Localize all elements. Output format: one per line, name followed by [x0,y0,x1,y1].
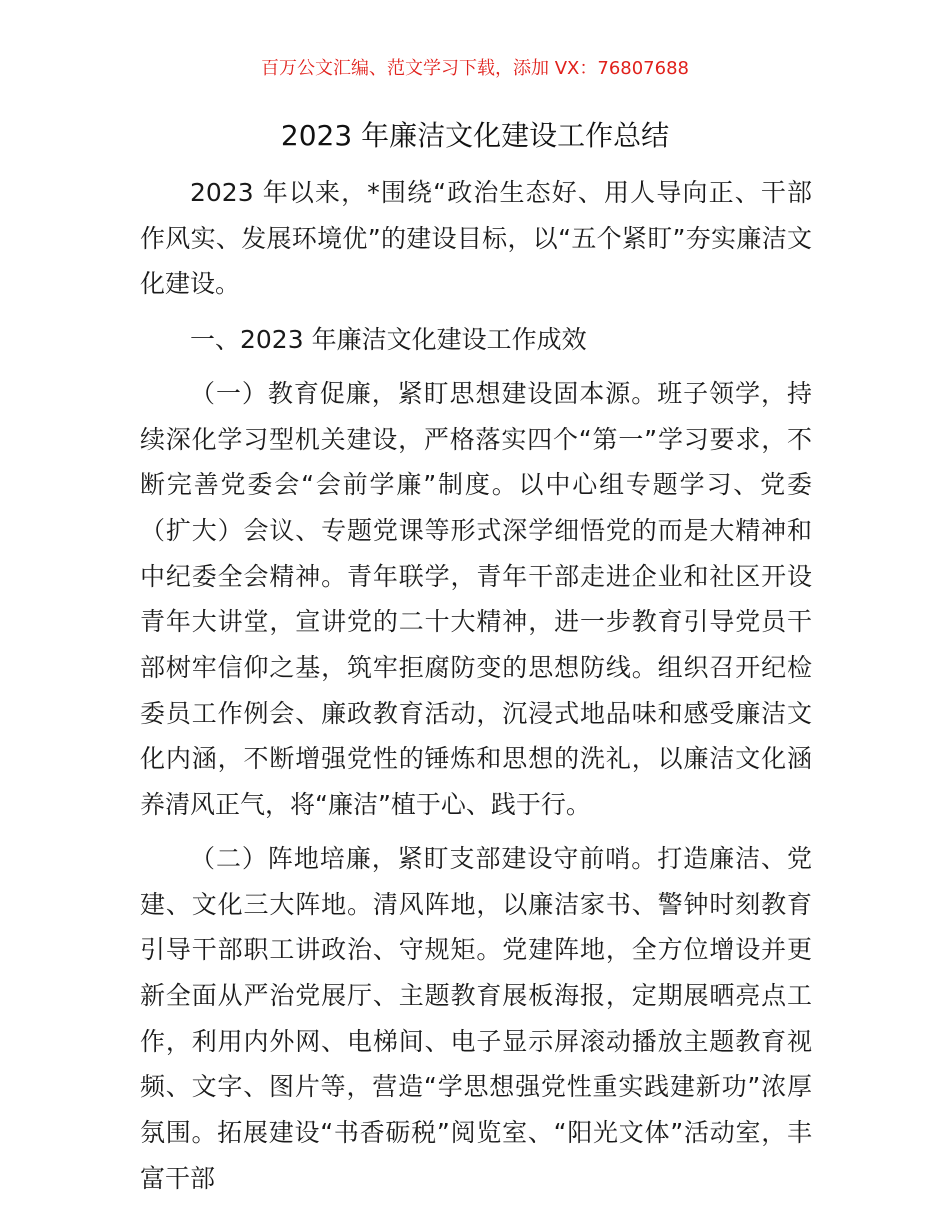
document-title: 2023 年廉洁文化建设工作总结 [280,119,670,152]
intro-paragraph: 2023 年以来，*围绕“政治生态好、用人导向正、干部作风实、发展环境优”的建设目标，以“五个紧盯”夯实廉洁文化建设。 [140,178,812,299]
watermark-text: 百万公文汇编、范文学习下载，添加 VX：76807688 [261,58,689,79]
subsection-2-paragraph: （二）阵地培廉，紧盯支部建设守前哨。打造廉洁、党建、文化三大阵地。清风阵地，以廉洁家书、警钟时刻教育引导干部职工讲政治、守规矩。党建阵地，全方位增设并更新全面从严治党展厅、主题教育展板海报，定期展晒亮点工作，利用内外网、电梯间、电子显示屏滚动播放主题教育视频、文字、图片等，营造“学思想强党性重实践建新功”浓厚氛围。拓展建设“书香砺税”阅览室、“阳光文体”活动室，丰富干部 [140,843,812,1193]
subsection-1-paragraph: （一）教育促廉，紧盯思想建设固本源。班子领学，持续深化学习型机关建设，严格落实四个“第一”学习要求，不断完善党委会“会前学廉”制度。以中心组专题学习、党委（扩大）会议、专题党课等形式深学细悟党的而是大精神和中纪委全会精神。青年联学，青年干部走进企业和社区开设青年大讲堂，宣讲党的二十大精神，进一步教育引导党员干部树牢信仰之基，筑牢拒腐防变的思想防线。组织召开纪检委员工作例会、廉政教育活动，沉浸式地品味和感受廉洁文化内涵，不断增强党性的锤炼和思想的洗礼，以廉洁文化涵养清风正气，将“廉洁”植于心、践于行。 [140,378,812,820]
section-heading: 一、2023 年廉洁文化建设工作成效 [190,325,587,355]
document-body [140,170,812,1201]
